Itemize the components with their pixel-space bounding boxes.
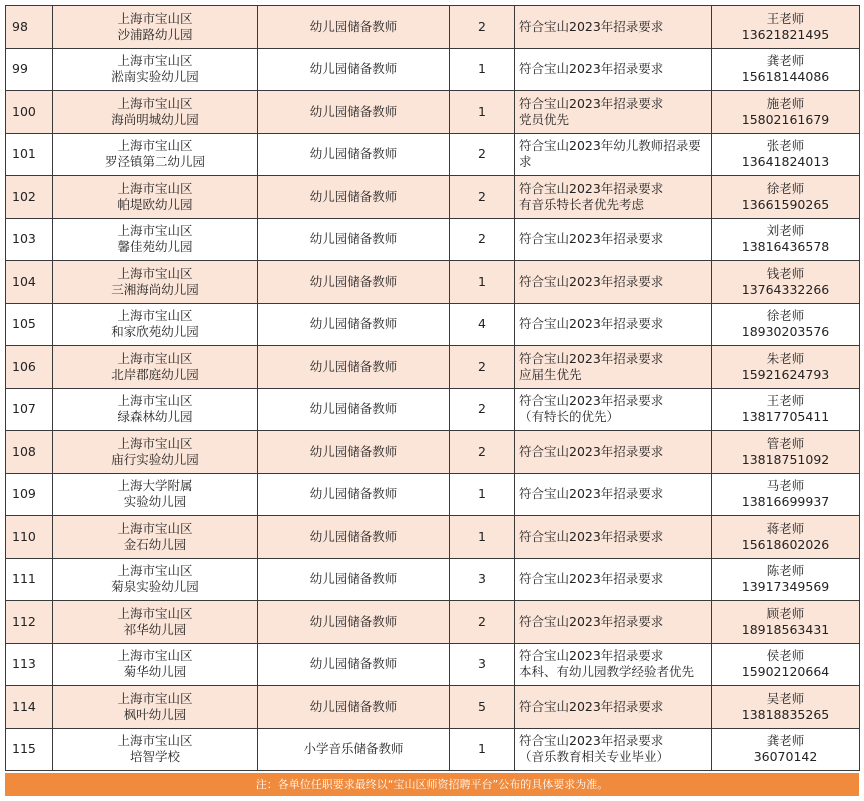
unit-name-line: 菊华幼儿园 xyxy=(123,664,187,680)
contact-cell xyxy=(712,388,860,431)
requirement-cell xyxy=(515,643,712,686)
requirement-line: 符合宝山2023年招录要求 xyxy=(519,95,664,111)
requirement-line: 符合宝山2023年招录要求 xyxy=(519,443,664,459)
contact-cell xyxy=(712,48,860,91)
position-cell: 小学音乐储备教师 xyxy=(258,728,450,771)
unit-name-line: 上海市宝山区 xyxy=(117,435,193,451)
requirement-cell xyxy=(515,473,712,516)
unit-name-line: 上海市宝山区 xyxy=(117,10,193,26)
contact-line: 钱老师 xyxy=(766,265,805,281)
unit-name-line: 祁华幼儿园 xyxy=(123,621,187,637)
requirement-cell xyxy=(515,91,712,134)
requirement-cell xyxy=(515,176,712,219)
headcount-cell: 1 xyxy=(450,473,515,516)
contact-cell xyxy=(712,431,860,474)
unit-name-line: 上海市宝山区 xyxy=(117,393,193,409)
unit-name-cell xyxy=(53,261,258,304)
requirement-cell xyxy=(515,728,712,771)
unit-name-line: 绿森林幼儿园 xyxy=(117,409,193,425)
contact-line: 顾老师 xyxy=(766,605,805,621)
unit-name-line: 上海大学附属 xyxy=(117,478,193,494)
contact-line: 15618144086 xyxy=(741,69,830,85)
unit-name-line: 上海市宝山区 xyxy=(117,648,193,664)
unit-name-cell xyxy=(53,48,258,91)
headcount-cell: 1 xyxy=(450,516,515,559)
contact-line: 13818835265 xyxy=(741,706,830,722)
contact-line: 15921624793 xyxy=(741,366,830,382)
requirement-cell xyxy=(515,346,712,389)
unit-name-line: 上海市宝山区 xyxy=(117,563,193,579)
row-number-cell: 109 xyxy=(6,473,53,516)
unit-name-line: 上海市宝山区 xyxy=(117,605,193,621)
unit-name-line: 北岸郡庭幼儿园 xyxy=(111,366,199,382)
table-row xyxy=(6,303,860,346)
requirement-line: 符合宝山2023年招录要求 xyxy=(519,180,664,196)
position-cell: 幼儿园储备教师 xyxy=(258,261,450,304)
table-row xyxy=(6,601,860,644)
row-number-cell: 106 xyxy=(6,346,53,389)
row-number-cell: 99 xyxy=(6,48,53,91)
unit-name-line: 海尚明城幼儿园 xyxy=(111,111,199,127)
unit-name-cell xyxy=(53,176,258,219)
unit-name-line: 枫叶幼儿园 xyxy=(123,706,187,722)
table-row xyxy=(6,133,860,176)
row-number-cell: 104 xyxy=(6,261,53,304)
requirement-cell xyxy=(515,303,712,346)
contact-line: 吴老师 xyxy=(766,690,805,706)
unit-name-line: 庙行实验幼儿园 xyxy=(111,451,199,467)
unit-name-cell xyxy=(53,133,258,176)
unit-name-cell xyxy=(53,303,258,346)
table-row xyxy=(6,218,860,261)
unit-name-cell xyxy=(53,388,258,431)
table-row xyxy=(6,176,860,219)
position-cell: 幼儿园储备教师 xyxy=(258,516,450,559)
requirement-line: 应届生优先 xyxy=(519,366,582,382)
contact-line: 13816699937 xyxy=(741,494,830,510)
headcount-cell: 2 xyxy=(450,601,515,644)
headcount-cell: 2 xyxy=(450,431,515,474)
contact-line: 13818751092 xyxy=(741,451,830,467)
row-number-cell: 101 xyxy=(6,133,53,176)
table-row xyxy=(6,728,860,771)
contact-line: 18930203576 xyxy=(741,324,830,340)
requirement-line: 符合宝山2023年招录要求 xyxy=(519,528,664,544)
contact-line: 13661590265 xyxy=(741,196,830,212)
requirement-line: 符合宝山2023年招录要求 xyxy=(519,613,664,629)
contact-line: 施老师 xyxy=(766,95,805,111)
unit-name-line: 菊泉实验幼儿园 xyxy=(111,579,199,595)
contact-line: 13641824013 xyxy=(741,154,830,170)
contact-line: 徐老师 xyxy=(766,308,805,324)
unit-name-line: 三湘海尚幼儿园 xyxy=(111,281,199,297)
requirement-cell xyxy=(515,686,712,729)
position-cell: 幼儿园储备教师 xyxy=(258,388,450,431)
headcount-cell: 5 xyxy=(450,686,515,729)
requirement-line: 符合宝山2023年招录要求 xyxy=(519,571,664,587)
contact-line: 13917349569 xyxy=(741,579,830,595)
contact-cell xyxy=(712,473,860,516)
table-row xyxy=(6,346,860,389)
contact-line: 王老师 xyxy=(766,393,805,409)
position-cell: 幼儿园储备教师 xyxy=(258,91,450,134)
contact-line: 蒋老师 xyxy=(766,520,805,536)
unit-name-line: 淞南实验幼儿园 xyxy=(111,69,199,85)
unit-name-line: 上海市宝山区 xyxy=(117,95,193,111)
unit-name-cell xyxy=(53,91,258,134)
unit-name-cell xyxy=(53,643,258,686)
position-cell: 幼儿园储备教师 xyxy=(258,133,450,176)
headcount-cell: 3 xyxy=(450,558,515,601)
row-number-cell: 114 xyxy=(6,686,53,729)
position-cell: 幼儿园储备教师 xyxy=(258,601,450,644)
unit-name-line: 馨佳苑幼儿园 xyxy=(117,239,193,255)
contact-line: 18918563431 xyxy=(741,621,830,637)
row-number-cell: 107 xyxy=(6,388,53,431)
table-row xyxy=(6,686,860,729)
requirement-line: 符合宝山2023年招录要求 xyxy=(519,350,664,366)
footer-note: 注：各单位任职要求最终以“宝山区师资招聘平台”公布的具体要求为准。 xyxy=(5,773,859,796)
table-row xyxy=(6,388,860,431)
unit-name-line: 和家欣苑幼儿园 xyxy=(111,324,199,340)
row-number-cell: 108 xyxy=(6,431,53,474)
requirement-line: 符合宝山2023年招录要求 xyxy=(519,698,664,714)
contact-line: 13817705411 xyxy=(741,409,830,425)
headcount-cell: 1 xyxy=(450,48,515,91)
unit-name-line: 上海市宝山区 xyxy=(117,265,193,281)
table-row xyxy=(6,643,860,686)
unit-name-line: 上海市宝山区 xyxy=(117,520,193,536)
unit-name-cell xyxy=(53,346,258,389)
position-cell: 幼儿园储备教师 xyxy=(258,48,450,91)
table-row xyxy=(6,431,860,474)
row-number-cell: 100 xyxy=(6,91,53,134)
contact-cell xyxy=(712,176,860,219)
headcount-cell: 2 xyxy=(450,6,515,49)
contact-line: 13621821495 xyxy=(741,26,830,42)
requirement-line: 符合宝山2023年招录要求 xyxy=(519,231,664,247)
unit-name-cell xyxy=(53,601,258,644)
requirement-line: 符合宝山2023年幼儿教师招录要 xyxy=(519,138,701,154)
position-cell: 幼儿园储备教师 xyxy=(258,473,450,516)
row-number-cell: 110 xyxy=(6,516,53,559)
headcount-cell: 2 xyxy=(450,218,515,261)
requirement-cell xyxy=(515,6,712,49)
requirement-cell xyxy=(515,558,712,601)
unit-name-line: 上海市宝山区 xyxy=(117,180,193,196)
requirement-line: 求 xyxy=(519,154,532,170)
row-number-cell: 112 xyxy=(6,601,53,644)
requirement-line: （音乐教育相关专业毕业） xyxy=(519,749,670,765)
table-body xyxy=(6,6,860,771)
contact-line: 15802161679 xyxy=(741,111,830,127)
unit-name-line: 沙浦路幼儿园 xyxy=(117,26,193,42)
position-cell: 幼儿园储备教师 xyxy=(258,431,450,474)
requirement-line: 党员优先 xyxy=(519,111,570,127)
contact-cell xyxy=(712,643,860,686)
requirement-cell xyxy=(515,261,712,304)
contact-line: 刘老师 xyxy=(766,223,805,239)
unit-name-line: 罗泾镇第二幼儿园 xyxy=(104,154,205,170)
position-cell: 幼儿园储备教师 xyxy=(258,643,450,686)
unit-name-line: 上海市宝山区 xyxy=(117,53,193,69)
unit-name-line: 上海市宝山区 xyxy=(117,350,193,366)
table-row xyxy=(6,516,860,559)
unit-name-line: 培智学校 xyxy=(129,749,180,765)
requirement-line: 本科、有幼儿园教学经验者优先 xyxy=(519,664,695,680)
headcount-cell: 2 xyxy=(450,346,515,389)
table-row xyxy=(6,473,860,516)
contact-cell xyxy=(712,91,860,134)
contact-line: 13764332266 xyxy=(741,281,830,297)
unit-name-line: 上海市宝山区 xyxy=(117,223,193,239)
requirement-cell xyxy=(515,48,712,91)
contact-line: 张老师 xyxy=(766,138,805,154)
table-row xyxy=(6,48,860,91)
position-cell: 幼儿园储备教师 xyxy=(258,176,450,219)
row-number-cell: 102 xyxy=(6,176,53,219)
row-number-cell: 103 xyxy=(6,218,53,261)
contact-cell xyxy=(712,218,860,261)
unit-name-cell xyxy=(53,516,258,559)
requirement-line: （有特长的优先） xyxy=(519,409,620,425)
row-number-cell: 111 xyxy=(6,558,53,601)
requirement-cell xyxy=(515,388,712,431)
unit-name-line: 上海市宝山区 xyxy=(117,138,193,154)
unit-name-cell xyxy=(53,686,258,729)
table-row xyxy=(6,6,860,49)
unit-name-cell xyxy=(53,473,258,516)
unit-name-line: 实验幼儿园 xyxy=(123,494,187,510)
contact-cell xyxy=(712,261,860,304)
row-number-cell: 105 xyxy=(6,303,53,346)
headcount-cell: 2 xyxy=(450,133,515,176)
headcount-cell: 1 xyxy=(450,261,515,304)
position-cell: 幼儿园储备教师 xyxy=(258,558,450,601)
position-cell: 幼儿园储备教师 xyxy=(258,346,450,389)
contact-line: 朱老师 xyxy=(766,350,805,366)
row-number-cell: 98 xyxy=(6,6,53,49)
recruitment-table xyxy=(5,5,860,771)
requirement-line: 符合宝山2023年招录要求 xyxy=(519,18,664,34)
contact-line: 王老师 xyxy=(766,10,805,26)
headcount-cell: 3 xyxy=(450,643,515,686)
contact-cell xyxy=(712,6,860,49)
row-number-cell: 113 xyxy=(6,643,53,686)
requirement-cell xyxy=(515,133,712,176)
unit-name-line: 金石幼儿园 xyxy=(123,536,187,552)
table-row xyxy=(6,91,860,134)
requirement-cell xyxy=(515,516,712,559)
unit-name-line: 帕堤欧幼儿园 xyxy=(117,196,193,212)
unit-name-line: 上海市宝山区 xyxy=(117,690,193,706)
headcount-cell: 1 xyxy=(450,91,515,134)
requirement-cell xyxy=(515,431,712,474)
table-row xyxy=(6,558,860,601)
contact-line: 15902120664 xyxy=(741,664,830,680)
contact-cell xyxy=(712,303,860,346)
requirement-line: 有音乐特长者优先考虑 xyxy=(519,196,645,212)
contact-line: 侯老师 xyxy=(766,648,805,664)
contact-line: 36070142 xyxy=(753,749,818,765)
requirement-cell xyxy=(515,218,712,261)
contact-line: 13816436578 xyxy=(741,239,830,255)
contact-line: 徐老师 xyxy=(766,180,805,196)
row-number-cell: 115 xyxy=(6,728,53,771)
contact-cell xyxy=(712,516,860,559)
contact-cell xyxy=(712,601,860,644)
unit-name-cell xyxy=(53,6,258,49)
position-cell: 幼儿园储备教师 xyxy=(258,6,450,49)
requirement-line: 符合宝山2023年招录要求 xyxy=(519,273,664,289)
unit-name-cell xyxy=(53,431,258,474)
contact-line: 15618602026 xyxy=(741,536,830,552)
table-row xyxy=(6,261,860,304)
requirement-line: 符合宝山2023年招录要求 xyxy=(519,733,664,749)
contact-line: 龚老师 xyxy=(766,733,805,749)
contact-cell xyxy=(712,686,860,729)
headcount-cell: 4 xyxy=(450,303,515,346)
requirement-cell xyxy=(515,601,712,644)
requirement-line: 符合宝山2023年招录要求 xyxy=(519,316,664,332)
contact-line: 管老师 xyxy=(766,435,805,451)
requirement-line: 符合宝山2023年招录要求 xyxy=(519,486,664,502)
unit-name-cell xyxy=(53,218,258,261)
contact-cell xyxy=(712,558,860,601)
unit-name-cell xyxy=(53,728,258,771)
requirement-line: 符合宝山2023年招录要求 xyxy=(519,61,664,77)
contact-cell xyxy=(712,346,860,389)
unit-name-cell xyxy=(53,558,258,601)
unit-name-line: 上海市宝山区 xyxy=(117,733,193,749)
contact-cell xyxy=(712,728,860,771)
position-cell: 幼儿园储备教师 xyxy=(258,686,450,729)
headcount-cell: 2 xyxy=(450,388,515,431)
position-cell: 幼儿园储备教师 xyxy=(258,218,450,261)
contact-cell xyxy=(712,133,860,176)
contact-line: 陈老师 xyxy=(766,563,805,579)
headcount-cell: 1 xyxy=(450,728,515,771)
headcount-cell: 2 xyxy=(450,176,515,219)
requirement-line: 符合宝山2023年招录要求 xyxy=(519,393,664,409)
contact-line: 龚老师 xyxy=(766,53,805,69)
unit-name-line: 上海市宝山区 xyxy=(117,308,193,324)
requirement-line: 符合宝山2023年招录要求 xyxy=(519,648,664,664)
contact-line: 马老师 xyxy=(766,478,805,494)
position-cell: 幼儿园储备教师 xyxy=(258,303,450,346)
